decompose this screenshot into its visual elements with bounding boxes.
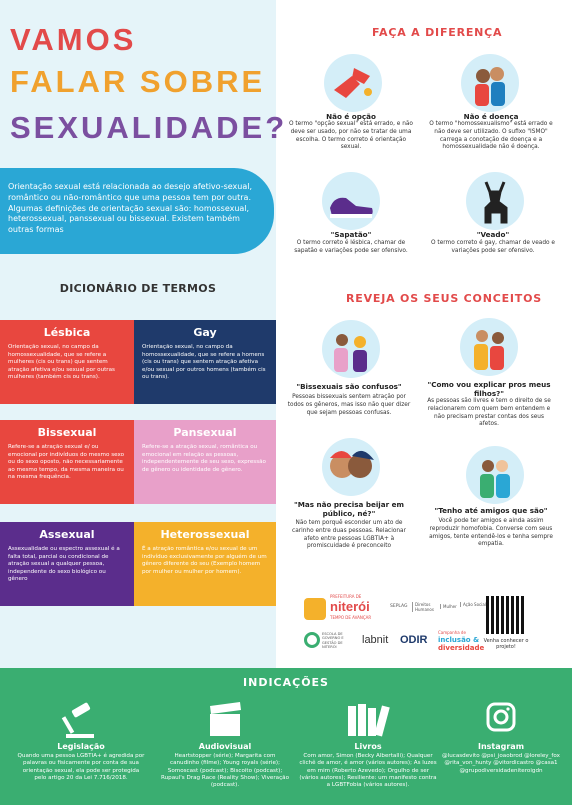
term-title: Lésbica: [43, 326, 91, 339]
indication-text[interactable]: @lucasdevito @psi_joaobrod @loreley_fox @rita_von_hunty @vitordicastro @casa1 @grupodiversidadeniteroigdn: [442, 753, 560, 774]
logo-labnit: labnit: [362, 634, 389, 646]
shoe-flip-icon: [324, 54, 382, 112]
logo-prefeitura: PREFEITURA DE: [330, 594, 362, 599]
city-crest-icon: [304, 598, 326, 620]
concepts-title: REVEJA OS SEUS CONCEITOS: [346, 292, 542, 305]
difference-item-text: O termo correto é gay, chamar de veado e variações pode ser ofensivo.: [431, 240, 555, 254]
partner-logos: [300, 592, 560, 668]
term-card-gay: [134, 320, 276, 404]
headline-line-1: VAMOS: [10, 22, 137, 57]
logo-mulher: Mulher: [440, 604, 457, 609]
term-title: Pansexual: [173, 426, 237, 439]
logo-social: Ação Social: [460, 602, 486, 607]
difference-item-title: Não é doença: [463, 112, 519, 121]
term-card-bissexual: [0, 420, 134, 504]
term-text: Orientação sexual, no campo da homossexualidade, que se refere a mulheres (cis ou trans) que sentem atração afetiva e/ou sexual por outras mulheres (também cis ou trans).: [8, 344, 115, 381]
indication-title: Livros: [354, 742, 382, 751]
term-title: Gay: [193, 326, 217, 339]
concepts-item-title: "Mas não precisa beijar em público, né?": [293, 500, 405, 518]
logo-campanha: Campanha de: [438, 630, 466, 635]
concepts-item-text: Pessoas bissexuais sentem atração por todos os gêneros, mas isso não quer dizer que sejam pessoas confusas.: [287, 394, 411, 416]
indication-livros: [298, 698, 438, 789]
difference-item-text: O termo correto é lésbica, chamar de sapatão e variações pode ser ofensivo.: [294, 240, 408, 254]
couple-icon: [461, 54, 519, 112]
concepts-item-title: "Tenho até amigos que são": [434, 506, 548, 515]
headline-line-3: SEXUALIDADE?: [10, 110, 288, 145]
books-icon: [298, 698, 438, 740]
term-text: Orientação sexual, no campo da homossexualidade, que se refere a homens (cis ou trans) que sentem atração afetiva e/ou sexual por outros homens (também cis ou trans).: [142, 344, 266, 381]
term-text: Refere-se a atração sexual, romântica ou emocional em relação as pessoas, independentemente de seu sexo, expressão de gênero ou identidade de gênero.: [142, 444, 266, 473]
term-text: Refere-se a atração sexual e/ ou emocional por indivíduos do mesmo sexo ou do sexo oposto, não necessariamente ao mesmo tempo, da mesma maneira ou na mesma frequência.: [8, 444, 125, 481]
concepts-item-text: Você pode ter amigos e ainda assim reproduzir homofobia. Converse com seus amigos, tente entendê-los e tenha sempre empatia.: [429, 518, 553, 548]
term-card-lesbica: [0, 320, 134, 404]
dictionary-title: DICIONÁRIO DE TERMOS: [59, 282, 217, 295]
friends-icon: [466, 446, 524, 504]
sneaker-icon: [322, 172, 380, 230]
kiss-icon: [322, 438, 380, 496]
intro-banner: [0, 168, 274, 254]
logo-diversidade: diversidade: [438, 644, 485, 652]
logo-direitos: Direitos Humanos: [412, 602, 436, 612]
intro-text: Orientação sexual está relacionada ao desejo afetivo-sexual, romântico ou não-romântico que uma pessoa tem por outra. Algumas definições de orientação sexual são: homossexual, heterossexual, panssexual ou bissexual. Existem também outras formas: [8, 182, 253, 235]
family-icon: [460, 318, 518, 376]
logo-seplag: SEPLAG: [390, 604, 408, 609]
difference-item-title: "Veado": [476, 230, 510, 239]
indication-audiovisual: [160, 698, 290, 789]
bisexual-people-icon: [322, 320, 380, 378]
indication-title: Legislação: [57, 742, 105, 751]
qr-caption: Venha conhecer o projeto!: [483, 638, 529, 650]
qr-code-icon: [486, 596, 524, 634]
logo-escola: ESCOLA DE GOVERNO E GESTÃO DE NITERÓI: [322, 632, 344, 649]
clapperboard-icon: [160, 698, 290, 740]
indications-section: [0, 668, 572, 805]
difference-item-title: "Sapatão": [330, 230, 372, 239]
term-text: É a atração romântica e/ou sexual de um indivíduo exclusivamente por alguém de um gênero diferente do seu (Exemplo homem por mulher ou mulher por homem).: [142, 546, 267, 575]
indication-title: Audiovisual: [198, 742, 252, 751]
difference-item-title: Não é opção: [326, 112, 376, 121]
term-title: Assexual: [39, 528, 95, 541]
concepts-item-text: As pessoas são livres e tem o direito de se relacionarem com quem bem entendem e não precisam prestar contas dos seus afetos.: [427, 398, 551, 428]
term-title: Heterossexual: [160, 528, 250, 541]
concepts-item-text: Não tem porquê esconder um ato de carinho entre duas pessoas. Relacionar afeto entre pessoas LGBTIA+ à promiscuidade é preconceito: [292, 520, 406, 550]
gavel-icon: [16, 698, 146, 740]
difference-item-text: O termo "homossexualismo" está errado e não deve ser utilizado. O sufixo "ISMO" carrega a conotação de doença e a homossexualidade não é doença.: [429, 121, 553, 151]
term-card-pansexual: [134, 420, 276, 504]
indication-instagram: [436, 698, 566, 775]
term-text: Assexualidade ou espectro assexual é a falta total, parcial ou condicional de atração sexual a qualquer pessoa, independente do sexo biológico ou gênero: [8, 546, 120, 583]
logo-tempo: TEMPO DE AVANÇAR: [330, 615, 372, 620]
indication-text: Heartstopper (série); Margarita com canudinho (filme); Young royals (série); Somoscast (podcast); Biscoito (podcast); Rupaul's Drag Race (Reality Show); Viveração (podcast).: [160, 753, 290, 789]
difference-title: FAÇA A DIFERENÇA: [372, 26, 503, 39]
logo-odir: ODIR: [400, 634, 428, 646]
escola-logo-icon: [304, 632, 320, 648]
difference-item-text: O termo "opção sexual" está errado, e não deve ser usado, por não se tratar de uma escolha. O termo correto é orientação sexual.: [289, 121, 413, 151]
instagram-icon: [436, 698, 566, 740]
logo-inclusao: inclusão &: [438, 636, 480, 644]
concepts-item-title: "Como vou explicar pros meus filhos?": [427, 380, 551, 398]
term-title: Bissexual: [37, 426, 97, 439]
term-card-assexual: [0, 522, 134, 606]
indication-title: Instagram: [477, 742, 525, 751]
indication-text: Quando uma pessoa LGBTIA+ é agredida por palavras ou fisicamente por conta de sua orientação sexual, ela pode ser protegida pelo artigo 20 da Lei 7.716/2018.: [17, 753, 145, 781]
logo-niteroi: niterói: [330, 599, 370, 614]
indication-legislacao: [16, 698, 146, 782]
deer-icon: [466, 172, 524, 230]
concepts-item-title: "Bissexuais são confusos": [296, 382, 402, 391]
indication-text: Com amor, Simon (Becky Albertalli); Qualquer clichê de amor, é amor (vários autores); As luzes em mim (Roberto Azevedo); Orgulho de ser (vários autores); Resiliente: um manifesto contra a LGBTFobia (vários autores).: [299, 753, 437, 789]
headline-line-2: FALAR SOBRE: [10, 64, 266, 99]
indications-title: INDICAÇÕES: [243, 676, 329, 689]
term-card-heterossexual: [134, 522, 276, 606]
